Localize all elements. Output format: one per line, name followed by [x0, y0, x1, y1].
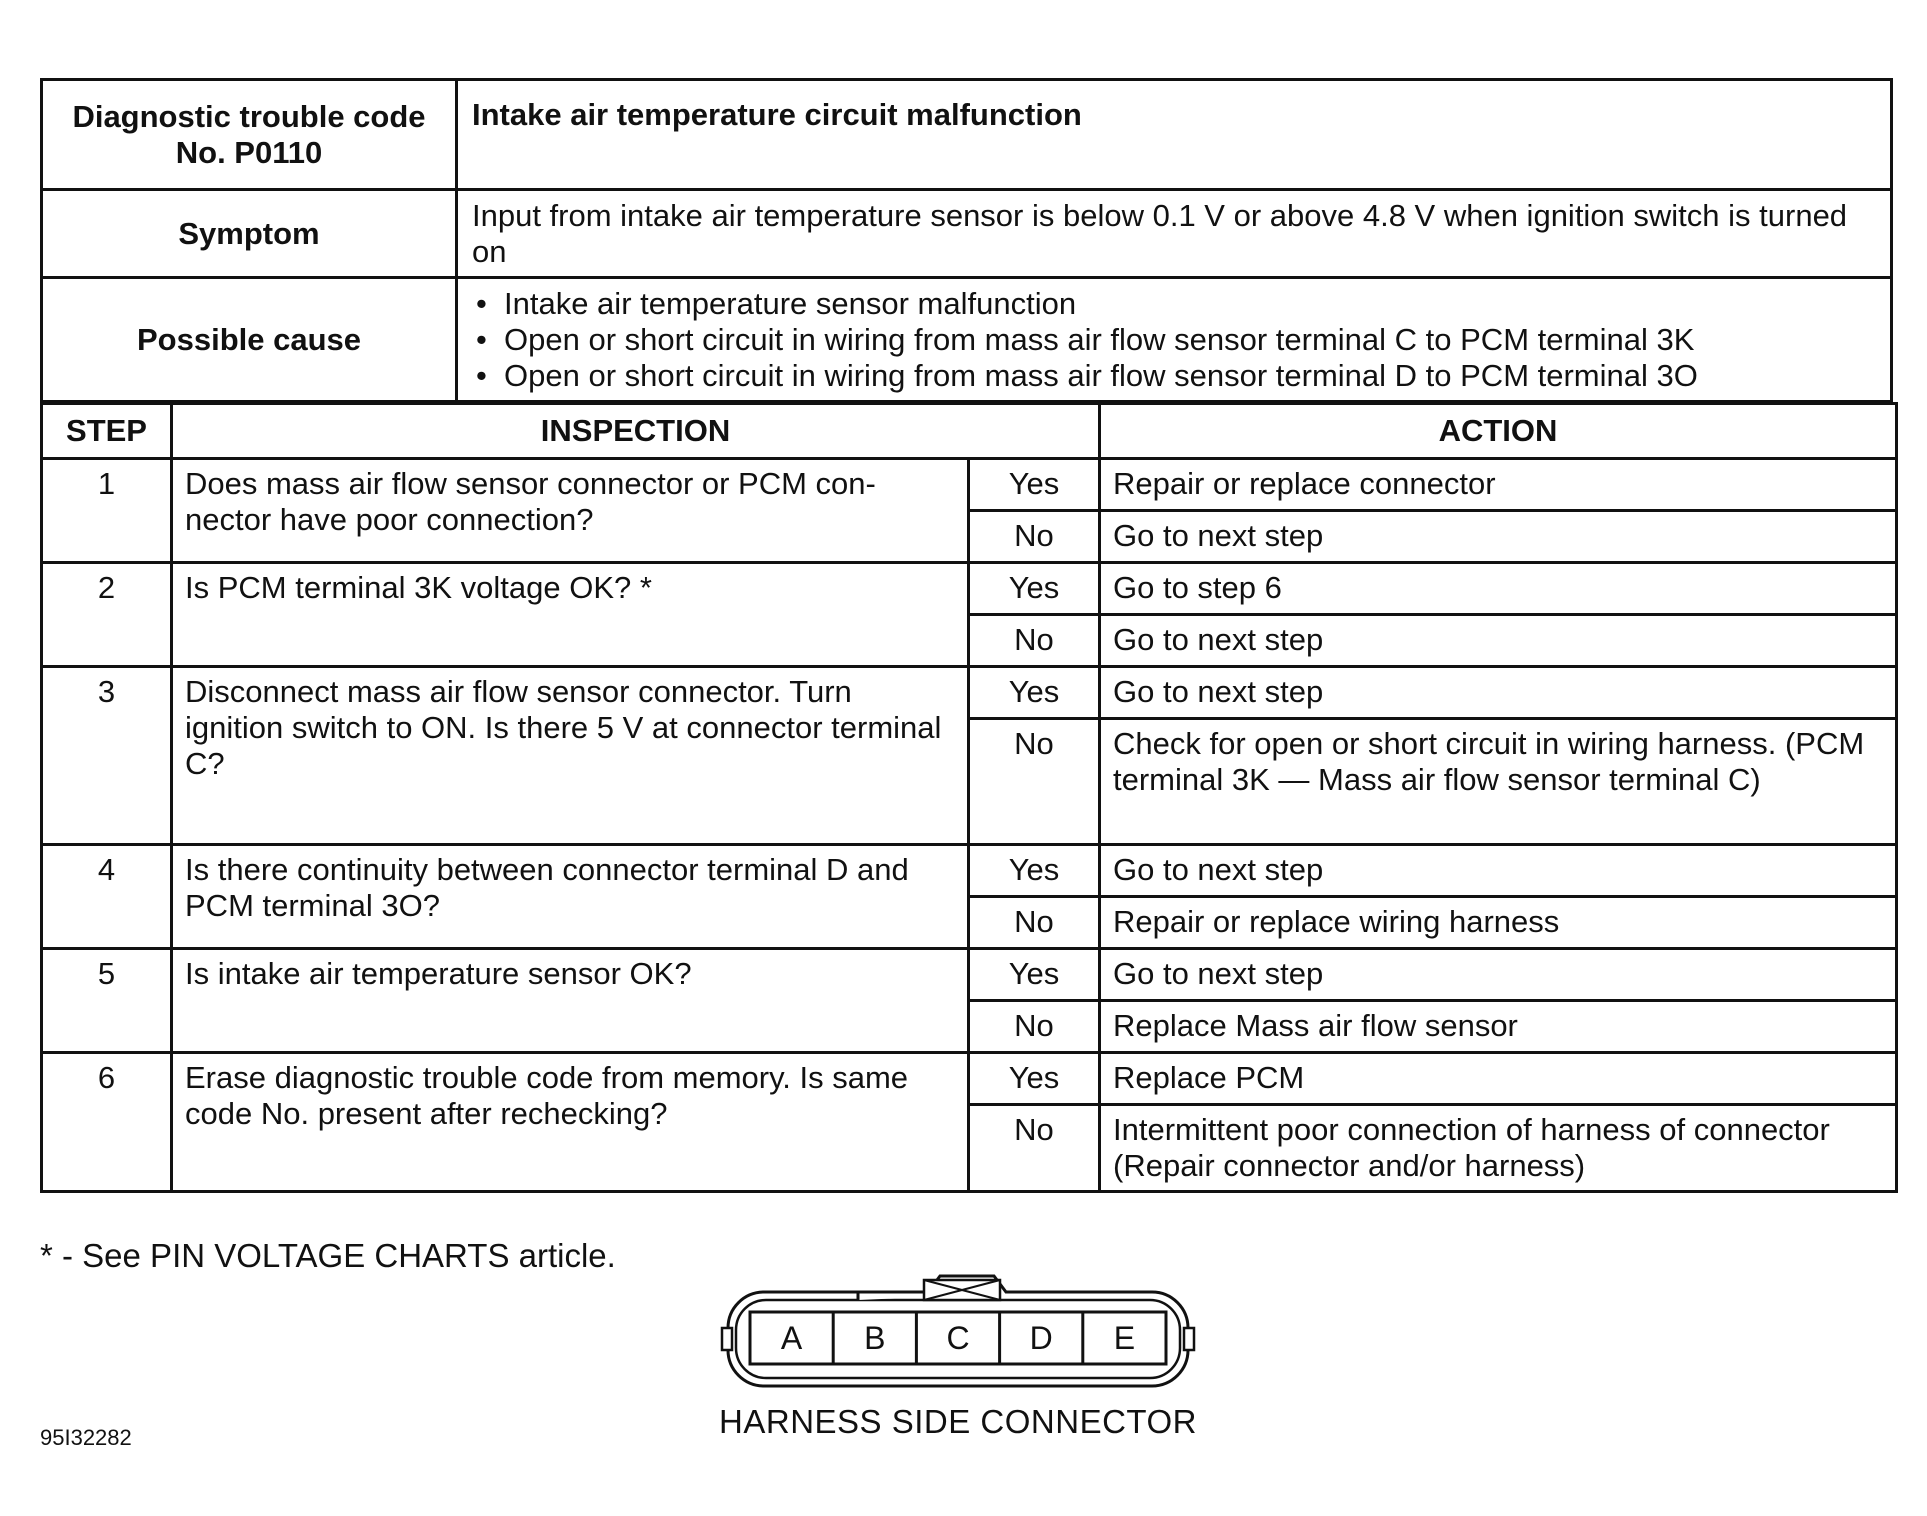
inspection-text: Disconnect mass air flow sensor connector. Turn ignition switch to ON. Is there 5 V at connector terminal C? [172, 667, 969, 845]
yes-answer: Yes [969, 845, 1100, 897]
step-number: 5 [42, 949, 172, 1053]
yes-action: Go to next step [1100, 845, 1897, 897]
action-column-header: ACTION [1100, 404, 1897, 459]
figure-id: 95I32282 [40, 1425, 132, 1450]
yes-action: Go to step 6 [1100, 563, 1897, 615]
footnote: * - See PIN VOLTAGE CHARTS article. [40, 1237, 616, 1274]
yes-action: Replace PCM [1100, 1053, 1897, 1105]
terminal-label-b: B [864, 1320, 886, 1356]
no-answer: No [969, 719, 1100, 845]
inspection-column-header: INSPECTION [172, 404, 1100, 459]
terminal-label-e: E [1113, 1320, 1136, 1356]
step-row-yes [42, 1053, 1897, 1105]
yes-action: Go to next step [1100, 949, 1897, 1001]
dtc-title: Intake air temperature circuit malfunction [457, 80, 1892, 190]
possible-cause-list [472, 286, 1876, 394]
step-number: 6 [42, 1053, 172, 1192]
no-answer: No [969, 615, 1100, 667]
terminal-label-a: A [780, 1320, 803, 1356]
no-action: Replace Mass air flow sensor [1100, 1001, 1897, 1053]
steps-header-row [42, 404, 1897, 459]
no-answer: No [969, 1001, 1100, 1053]
inspection-text: Erase diagnostic trouble code from memory. Is same code No. present after rechecking? [172, 1053, 969, 1192]
yes-answer: Yes [969, 949, 1100, 1001]
dtc-label: Diagnostic trouble code No. P0110 [42, 80, 457, 190]
no-action: Go to next step [1100, 511, 1897, 563]
yes-action: Repair or replace connector [1100, 459, 1897, 511]
yes-answer: Yes [969, 1053, 1100, 1105]
cause-item: • Open or short circuit in wiring from mass air flow sensor terminal C to PCM terminal 3K [472, 322, 1876, 358]
symptom-text: Input from intake air temperature sensor is below 0.1 V or above 4.8 V when ignition switch is turned on [457, 190, 1892, 278]
dtc-row [42, 80, 1892, 190]
connector-caption: HARNESS SIDE CONNECTOR [719, 1403, 1197, 1440]
no-answer: No [969, 1105, 1100, 1192]
no-action: Go to next step [1100, 615, 1897, 667]
terminal-label-c: C [946, 1320, 970, 1356]
inspection-text: Is there continuity between connector terminal D and PCM terminal 3O? [172, 845, 969, 949]
step-number: 4 [42, 845, 172, 949]
no-action: Intermittent poor connection of harness of connector (Repair connector and/or harness) [1100, 1105, 1897, 1192]
dtc-header-table [40, 78, 1893, 403]
harness-connector-diagram [718, 1268, 1198, 1398]
symptom-label: Symptom [42, 190, 457, 278]
no-answer: No [969, 511, 1100, 563]
no-answer: No [969, 897, 1100, 949]
step-number: 3 [42, 667, 172, 845]
possible-cause-label: Possible cause [42, 278, 457, 402]
step-row-yes [42, 845, 1897, 897]
inspection-text: Does mass air flow sensor connector or PCM con-nector have poor connection? [172, 459, 969, 563]
possible-cause-list-cell [457, 278, 1892, 402]
inspection-text: Is intake air temperature sensor OK? [172, 949, 969, 1053]
connector-side-nub-right [1184, 1328, 1194, 1350]
cause-item: • Open or short circuit in wiring from mass air flow sensor terminal D to PCM terminal 3O [472, 358, 1876, 394]
terminal-label-d: D [1029, 1320, 1053, 1356]
step-row-yes [42, 667, 1897, 719]
step-row-yes [42, 949, 1897, 1001]
no-action: Repair or replace wiring harness [1100, 897, 1897, 949]
inspection-text: Is PCM terminal 3K voltage OK? * [172, 563, 969, 667]
symptom-row [42, 190, 1892, 278]
yes-answer: Yes [969, 459, 1100, 511]
cause-item: • Intake air temperature sensor malfunction [472, 286, 1876, 322]
step-row-yes [42, 459, 1897, 511]
no-action: Check for open or short circuit in wiring harness. (PCM terminal 3K — Mass air flow sensor terminal C) [1100, 719, 1897, 845]
yes-answer: Yes [969, 563, 1100, 615]
step-number: 2 [42, 563, 172, 667]
yes-action: Go to next step [1100, 667, 1897, 719]
connector-side-nub-left [722, 1328, 732, 1350]
inspection-steps-table [40, 402, 1898, 1193]
step-row-yes [42, 563, 1897, 615]
possible-cause-row [42, 278, 1892, 402]
step-number: 1 [42, 459, 172, 563]
step-column-header: STEP [42, 404, 172, 459]
yes-answer: Yes [969, 667, 1100, 719]
